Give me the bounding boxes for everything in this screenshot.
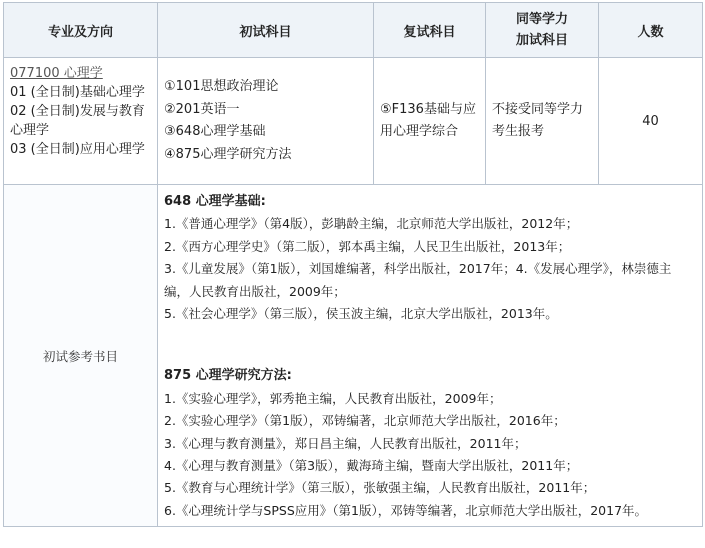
book-item: 3.《儿童发展》（第1版），刘国雄编著，科学出版社，2017年；4.《发展心理学》，林崇德主编，人民教育出版社，2009年； (164, 261, 672, 299)
book-item: 4.《心理与教育测量》（第3版），戴海琦主编，暨南大学出版社，2011年； (164, 458, 579, 474)
admission-table (3, 2, 703, 527)
direction-item: 03 (全日制)应用心理学 (10, 142, 145, 157)
header-extra (486, 3, 599, 58)
program-row (4, 58, 703, 185)
count-cell: 40 (599, 58, 703, 185)
references-cell (158, 185, 703, 527)
book-item: 3.《心理与教育测量》，郑日昌主编，人民教育出版社，2011年； (164, 435, 527, 451)
extra-cell: 不接受同等学力考生报考 (486, 58, 599, 185)
section-gap (164, 325, 696, 365)
book-item: 1.《普通心理学》（第4版），彭聃龄主编，北京师范大学出版社，2012年； (164, 216, 579, 232)
section-heading: 875 心理学研究方法: (164, 368, 292, 384)
header-extra-line2: 加试科目 (515, 33, 568, 48)
header-count: 人数 (599, 3, 703, 58)
major-cell (4, 58, 158, 185)
book-item: 2.《实验心理学》（第1版），邓铸编著，北京师范大学出版社，2016年； (164, 413, 566, 429)
direction-item: 01 (全日制)基础心理学 (10, 85, 145, 100)
book-item: 5.《社会心理学》（第三版），侯玉波主编，北京大学出版社，2013年。 (164, 306, 558, 322)
prelim-subject: ①101思想政治理论 (164, 79, 279, 94)
references-label-cell: 初试参考书目 (4, 185, 158, 527)
section-heading: 648 心理学基础: (164, 194, 266, 209)
prelim-cell (158, 58, 374, 185)
book-item: 2.《西方心理学史》（第二版），郭本禹主编，人民卫生出版社，2013年； (164, 238, 571, 254)
references-row (4, 185, 703, 527)
book-item: 6.《心理统计学与SPSS应用》（第1版），邓铸等编著，北京师范大学出版社，2017年。 (164, 502, 648, 518)
book-item: 1.《实验心理学》，郭秀艳主编，人民教育出版社，2009年； (164, 390, 502, 406)
retest-cell: ⑤F136基础与应用心理学综合 (374, 58, 486, 185)
prelim-subject: ②201英语一 (164, 101, 240, 117)
prelim-subject: ③648心理学基础 (164, 124, 266, 139)
header-extra-line1: 同等学力 (515, 12, 568, 27)
header-row (4, 3, 703, 58)
prelim-subject: ④875心理学研究方法 (164, 146, 292, 162)
major-code[interactable]: 077100 心理学 (10, 66, 103, 81)
direction-item: 02 (全日制)发展与教育心理学 (10, 104, 145, 138)
header-prelim: 初试科目 (158, 3, 374, 58)
book-item: 5.《教育与心理统计学》（第三版），张敏强主编，人民教育出版社，2011年； (164, 480, 596, 496)
header-major: 专业及方向 (4, 3, 158, 58)
header-retest: 复试科目 (374, 3, 486, 58)
